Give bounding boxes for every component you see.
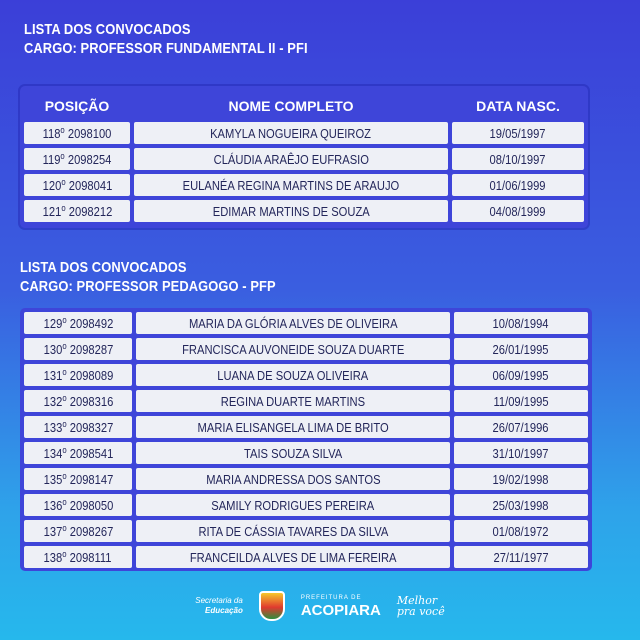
name-cell [134,174,448,196]
registration-code: 2098327 [69,420,113,435]
birth-date: 31/10/1997 [493,445,549,461]
position-value [43,341,113,357]
full-name: REGINA DUARTE MARTINS [220,393,366,409]
registration-code: 2098089 [69,368,113,383]
full-name: CLÁUDIA ARAÊJO EUFRASIO [213,151,369,167]
registration-code: 2098147 [69,472,113,487]
position-number: 130 [43,342,62,357]
registration-code: 2098050 [69,498,113,513]
position-number: 121 [42,204,61,219]
ordinal-mark: o [61,497,67,507]
header-name: NOME COMPLETO [134,90,448,122]
birthdate-cell [454,364,588,386]
position-cell [24,174,130,196]
name-cell [136,546,450,568]
section1-title: LISTA DOS CONVOCADOS [24,21,191,38]
position-value [44,549,112,565]
section2-table [20,308,592,571]
registration-code: 2098254 [67,152,112,167]
date-column [452,90,584,226]
birth-date: 04/08/1999 [490,203,546,219]
ordinal-mark: o [61,315,67,325]
name-column [136,312,450,572]
position-number: 119 [42,152,61,167]
position-cell [24,148,130,170]
position-value [43,497,113,513]
birth-date: 19/05/1997 [490,125,546,141]
birth-date: 27/11/1977 [493,549,549,565]
position-value [43,445,113,461]
name-cell [134,148,448,170]
birthdate-cell [454,442,588,464]
position-number: 120 [42,178,61,193]
ordinal-mark: o [61,523,67,533]
full-name: EULANÉA REGINA MARTINS DE ARAUJO [182,177,400,193]
birth-date: 26/07/1996 [493,419,549,435]
full-name: KAMYLA NOGUEIRA QUEIROZ [210,125,372,141]
ordinal-mark: o [61,393,67,403]
position-number: 132 [43,394,62,409]
position-number: 133 [43,420,62,435]
ordinal-mark: o [61,471,67,481]
position-value [42,177,112,193]
full-name: MARIA ELISANGELA LIMA DE BRITO [197,419,389,435]
secretaria-line2: Educação [205,606,243,615]
full-name: EDIMAR MARTINS DE SOUZA [212,203,370,219]
full-name: MARIA ANDRESSA DOS SANTOS [205,471,381,487]
birth-date: 01/06/1999 [490,177,546,193]
section2-title: LISTA DOS CONVOCADOS [20,259,187,276]
position-number: 136 [43,498,62,513]
birth-date: 10/08/1994 [493,315,549,331]
position-value [43,367,113,383]
name-cell [134,122,448,144]
full-name: RITA DE CÁSSIA TAVARES DA SILVA [198,523,388,539]
birth-date: 25/03/1998 [493,497,549,513]
birthdate-cell [454,338,588,360]
birth-date: 08/10/1997 [490,151,546,167]
ordinal-mark: o [60,177,66,187]
secretaria-line1: Secretaria da [195,596,243,605]
position-cell [24,520,132,542]
header-date: DATA NASC. [452,90,584,122]
birthdate-cell [454,468,588,490]
position-cell [24,390,132,412]
ordinal-mark: o [61,419,67,429]
name-cell [136,416,450,438]
position-cell [24,494,132,516]
registration-code: 2098492 [69,316,113,331]
position-number: 137 [43,524,62,539]
birthdate-cell [452,122,584,144]
birth-date: 01/08/1972 [493,523,549,539]
position-value [43,151,112,167]
name-cell [136,520,450,542]
prefeitura-small: PREFEITURA DE [300,595,362,601]
registration-code: 2098541 [69,446,113,461]
slogan-line2: pra você [396,605,445,618]
position-cell [24,546,132,568]
date-column [454,312,588,572]
full-name: FRANCEILDA ALVES DE LIMA FEREIRA [189,549,397,565]
registration-code: 2098111 [70,550,112,565]
slogan-logo [397,595,445,617]
name-cell [136,468,450,490]
position-cell [24,122,130,144]
ordinal-mark: o [60,203,66,213]
position-value [42,203,112,219]
full-name: TAIS SOUZA SILVA [243,445,343,461]
name-cell [136,494,450,516]
position-value [43,419,113,435]
registration-code: 2098041 [68,178,112,193]
position-column [24,312,132,572]
registration-code: 2098267 [69,524,113,539]
registration-code: 2098212 [68,204,112,219]
section1-heading [24,20,308,58]
municipal-crest-icon [259,591,285,621]
footer-logos [0,586,640,626]
position-cell [24,200,130,222]
ordinal-mark: o [61,367,67,377]
registration-code: 2098100 [67,126,112,141]
birthdate-cell [454,494,588,516]
full-name: MARIA DA GLÓRIA ALVES DE OLIVEIRA [188,315,398,331]
birth-date: 19/02/1998 [493,471,549,487]
ordinal-mark: o [61,445,67,455]
birth-date: 06/09/1995 [493,367,549,383]
secretaria-logo [195,596,243,616]
position-cell [24,416,132,438]
birthdate-cell [452,148,584,170]
position-number: 138 [44,550,63,565]
position-number: 135 [43,472,62,487]
position-number: 131 [43,368,62,383]
name-cell [136,390,450,412]
name-column [134,90,448,226]
ordinal-mark: o [60,151,65,161]
full-name: LUANA DE SOUZA OLIVEIRA [217,367,369,383]
birthdate-cell [452,174,584,196]
registration-code: 2098287 [69,342,113,357]
name-cell [136,338,450,360]
position-value [43,315,113,331]
position-cell [24,312,132,334]
full-name: FRANCISCA AUVONEIDE SOUZA DUARTE [181,341,405,357]
name-cell [136,312,450,334]
birthdate-cell [454,312,588,334]
position-value [43,471,113,487]
slogan-line1: Melhor [396,594,438,607]
position-number: 134 [43,446,62,461]
registration-code: 2098316 [69,394,113,409]
section1-table [20,86,588,228]
name-cell [136,442,450,464]
birthdate-cell [454,520,588,542]
header-position: POSIÇÃO [24,90,130,122]
position-value [43,393,113,409]
birth-date: 11/09/1995 [493,393,549,409]
birthdate-cell [454,390,588,412]
position-number: 129 [43,316,62,331]
ordinal-mark: o [61,341,67,351]
prefeitura-name: ACOPIARA [300,602,381,619]
prefeitura-logo [301,593,381,619]
position-value [43,125,112,141]
birthdate-cell [454,546,588,568]
section2-cargo: CARGO: PROFESSOR PEDAGOGO - PFP [20,278,276,295]
name-cell [136,364,450,386]
birthdate-cell [454,416,588,438]
position-number: 118 [42,126,61,141]
position-cell [24,468,132,490]
position-column [24,90,130,226]
birth-date: 26/01/1995 [493,341,549,357]
full-name: SAMILY RODRIGUES PEREIRA [211,497,375,513]
section1-cargo: CARGO: PROFESSOR FUNDAMENTAL II - PFI [24,40,308,57]
name-cell [134,200,448,222]
birthdate-cell [452,200,584,222]
position-cell [24,364,132,386]
ordinal-mark: o [60,125,65,135]
ordinal-mark: o [62,549,67,559]
position-cell [24,442,132,464]
position-value [43,523,113,539]
position-cell [24,338,132,360]
section2-heading [20,258,276,296]
